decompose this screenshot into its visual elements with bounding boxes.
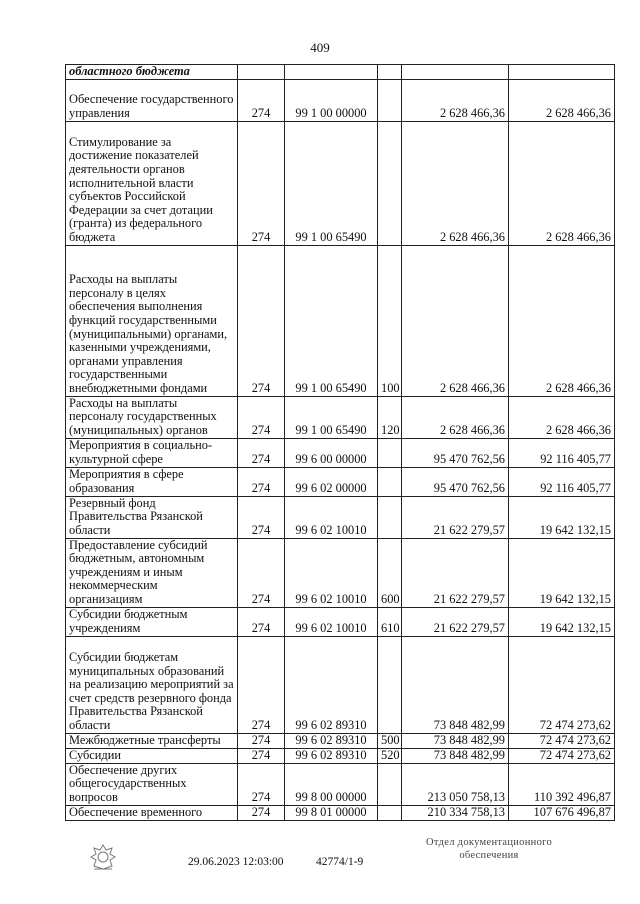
row-sum-2: 2 628 466,36 <box>509 245 615 396</box>
row-expense-kind <box>378 805 402 820</box>
row-code: 274 <box>238 748 285 763</box>
row-sum-1: 95 470 762,56 <box>402 467 509 496</box>
row-expense-kind <box>378 763 402 805</box>
department-stamp <box>409 836 569 862</box>
row-expense-kind: 100 <box>378 245 402 396</box>
row-expense-kind <box>378 636 402 733</box>
row-expense-kind: 520 <box>378 748 402 763</box>
table-row <box>66 538 615 607</box>
row-sum-1: 73 848 482,99 <box>402 733 509 748</box>
row-sum-1: 213 050 758,13 <box>402 763 509 805</box>
row-name: Мероприятия в сфере образования <box>66 467 238 496</box>
row-expense-kind: 600 <box>378 538 402 607</box>
row-sum-2: 72 474 273,62 <box>509 748 615 763</box>
row-sum-1: 2 628 466,36 <box>402 245 509 396</box>
row-sum-1: 2 628 466,36 <box>402 396 509 438</box>
row-name: Резервный фонд Правительства Рязанской области <box>66 496 238 538</box>
row-target-article: 99 6 00 00000 <box>285 438 378 467</box>
table-row <box>66 733 615 748</box>
row-target-article: 99 6 02 89310 <box>285 733 378 748</box>
row-sum-1: 21 622 279,57 <box>402 607 509 636</box>
row-target-article: 99 6 02 89310 <box>285 636 378 733</box>
row-name: Субсидии бюджетам муниципальных образований на реализацию мероприятий за счет средств резервного фонда Правительства Рязанской области <box>66 636 238 733</box>
row-expense-kind <box>378 79 402 121</box>
row-name: Субсидии бюджетным учреждениям <box>66 607 238 636</box>
row-sum-1: 210 334 758,13 <box>402 805 509 820</box>
row-sum-2: 19 642 132,15 <box>509 538 615 607</box>
row-name: Расходы на выплаты персоналу в целях обеспечения выполнения функций государственными (муниципальными) органами, казенными учреждениями, органами управления государственными внебюджетными фондами <box>66 245 238 396</box>
row-name: Мероприятия в социально-культурной сфере <box>66 438 238 467</box>
row-sum-2: 92 116 405,77 <box>509 438 615 467</box>
footer-doc-number: 42774/1-9 <box>316 856 364 868</box>
budget-table <box>65 64 615 821</box>
row-code: 274 <box>238 763 285 805</box>
table-row <box>66 607 615 636</box>
footer-datetime: 29.06.2023 12:03:00 <box>188 856 284 868</box>
row-sum-2: 92 116 405,77 <box>509 467 615 496</box>
row-code: 274 <box>238 245 285 396</box>
row-sum-2: 72 474 273,62 <box>509 733 615 748</box>
row-code: 274 <box>238 467 285 496</box>
row-expense-kind <box>378 121 402 245</box>
row-expense-kind <box>378 467 402 496</box>
table-row <box>66 79 615 121</box>
row-target-article: 99 6 02 89310 <box>285 748 378 763</box>
row-sum-1: 95 470 762,56 <box>402 438 509 467</box>
row-name: Расходы на выплаты персоналу государственных (муниципальных) органов <box>66 396 238 438</box>
table-row <box>66 467 615 496</box>
table-row <box>66 748 615 763</box>
page-number: 409 <box>310 40 330 55</box>
row-name: Межбюджетные трансферты <box>66 733 238 748</box>
row-code: 274 <box>238 805 285 820</box>
row-code: 274 <box>238 438 285 467</box>
coat-of-arms-icon <box>88 842 118 872</box>
table-row <box>66 763 615 805</box>
table-row <box>66 438 615 467</box>
row-target-article: 99 6 02 10010 <box>285 607 378 636</box>
row-sum-1: 2 628 466,36 <box>402 121 509 245</box>
table-header-row <box>66 65 615 80</box>
row-code: 274 <box>238 396 285 438</box>
row-target-article: 99 6 02 10010 <box>285 496 378 538</box>
row-code: 274 <box>238 636 285 733</box>
table-row <box>66 121 615 245</box>
row-code: 274 <box>238 79 285 121</box>
table-row <box>66 396 615 438</box>
row-code: 274 <box>238 607 285 636</box>
row-target-article: 99 1 00 65490 <box>285 396 378 438</box>
row-sum-2: 72 474 273,62 <box>509 636 615 733</box>
row-target-article: 99 8 00 00000 <box>285 763 378 805</box>
stamp-line-2: обеспечения <box>459 850 519 861</box>
row-sum-2: 19 642 132,15 <box>509 607 615 636</box>
row-code: 274 <box>238 121 285 245</box>
row-code: 274 <box>238 538 285 607</box>
row-name: Обеспечение государственного управления <box>66 79 238 121</box>
row-sum-1: 73 848 482,99 <box>402 636 509 733</box>
row-code: 274 <box>238 733 285 748</box>
row-expense-kind: 610 <box>378 607 402 636</box>
row-code: 274 <box>238 496 285 538</box>
row-sum-1: 73 848 482,99 <box>402 748 509 763</box>
row-sum-2: 2 628 466,36 <box>509 121 615 245</box>
row-name: Стимулирование за достижение показателей деятельности органов исполнительной власти субъектов Российской Федерации за счет дотации (гранта) из федерального бюджета <box>66 121 238 245</box>
row-target-article: 99 6 02 10010 <box>285 538 378 607</box>
row-target-article: 99 1 00 65490 <box>285 245 378 396</box>
row-name: Обеспечение временного <box>66 805 238 820</box>
row-target-article: 99 6 02 00000 <box>285 467 378 496</box>
row-sum-2: 107 676 496,87 <box>509 805 615 820</box>
table-row <box>66 245 615 396</box>
row-sum-1: 21 622 279,57 <box>402 538 509 607</box>
row-expense-kind: 500 <box>378 733 402 748</box>
table-row <box>66 805 615 820</box>
row-name: Предоставление субсидий бюджетным, автономным учреждениям и иным некоммерческим организациям <box>66 538 238 607</box>
row-expense-kind <box>378 496 402 538</box>
row-sum-2: 19 642 132,15 <box>509 496 615 538</box>
row-sum-1: 2 628 466,36 <box>402 79 509 121</box>
row-name: Обеспечение других общегосударственных вопросов <box>66 763 238 805</box>
row-sum-2: 2 628 466,36 <box>509 396 615 438</box>
row-expense-kind: 120 <box>378 396 402 438</box>
row-sum-1: 21 622 279,57 <box>402 496 509 538</box>
stamp-line-1: Отдел документационного <box>425 837 553 848</box>
row-sum-2: 2 628 466,36 <box>509 79 615 121</box>
header-row-label: областного бюджета <box>66 65 238 80</box>
row-expense-kind <box>378 438 402 467</box>
row-target-article: 99 1 00 00000 <box>285 79 378 121</box>
row-name: Субсидии <box>66 748 238 763</box>
row-target-article: 99 1 00 65490 <box>285 121 378 245</box>
row-target-article: 99 8 01 00000 <box>285 805 378 820</box>
table-row <box>66 636 615 733</box>
table-row <box>66 496 615 538</box>
row-sum-2: 110 392 496,87 <box>509 763 615 805</box>
